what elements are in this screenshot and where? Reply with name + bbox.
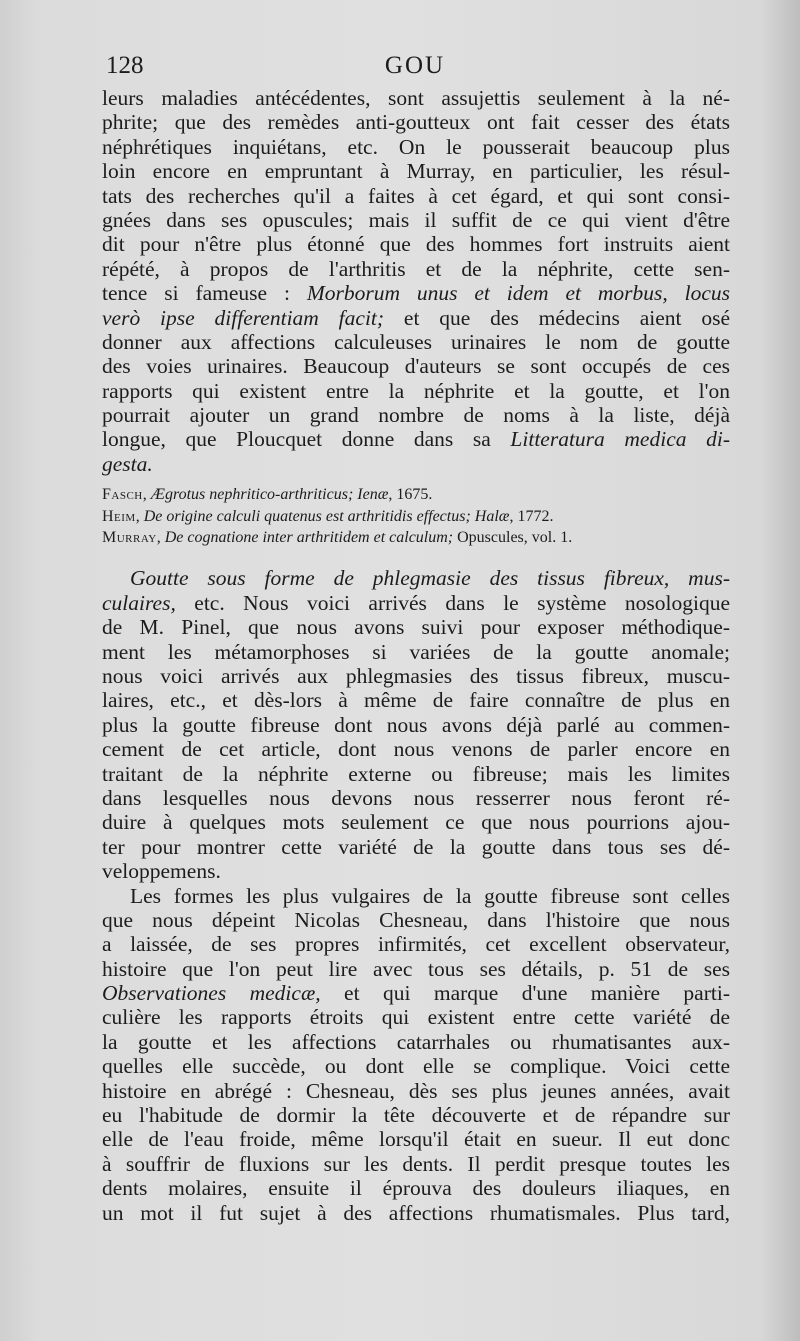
- reference-author: Murray: [102, 529, 157, 547]
- text-line: [102, 981, 730, 1005]
- text-line: histoire que l'on peut lire avec tous ses détails, p. 51 de ses: [102, 956, 730, 981]
- text-line: tats des recherches qu'il a faites à cet égard, et qui sont consi-: [102, 183, 730, 208]
- text-line: gnées dans ses opuscules; mais il suffit de ce qui vient d'être: [102, 207, 730, 232]
- text-line: quelles elle succède, ou dont elle se complique. Voici cette: [102, 1054, 730, 1079]
- reference-entry: Murray, De cognatione inter arthritidem et calculum; Opuscules, vol. 1.: [102, 529, 573, 547]
- text-line: dit pour n'être plus étonné que des hommes fort instruits aient: [102, 232, 730, 257]
- text-line: leurs maladies antécédentes, sont assujettis seulement à la né-: [102, 86, 730, 110]
- paragraph-chesneau: [102, 884, 730, 1225]
- text-line: répété, à propos de l'arthritis et de la néphrite, cette sen-: [102, 256, 730, 281]
- latin-quote: Morborum unus et idem et morbus, locus: [306, 281, 730, 306]
- reference-author: Heim: [102, 507, 136, 525]
- text-line: loin encore en empruntant à Murray, en particulier, les résul-: [102, 159, 730, 184]
- text-line: [102, 591, 730, 615]
- text-line: des voies urinaires. Beaucoup d'auteurs se sont occupés de ces: [102, 354, 730, 379]
- text-line: donner aux affections calculeuses urinaires le nom de goutte: [102, 329, 730, 354]
- reference-details: , 1772.: [509, 507, 554, 525]
- text-line: à souffrir de fluxions sur les dents. Il perdit presque toutes les: [102, 1151, 730, 1176]
- latin-quote: verò ipse differentiam facit;: [102, 305, 385, 330]
- book-title: gesta.: [102, 451, 153, 476]
- reference-entry: Heim, De origine calculi quatenus est arthritidis effectus; Halæ, 1772.: [102, 507, 554, 525]
- text-line: dans lesquelles nous devons nous resserrer nous feront ré-: [102, 785, 730, 810]
- reference-title: De origine calculi quatenus est arthritidis effectus; Halæ: [143, 507, 510, 525]
- paragraph-fibrous-phlegmasia: [102, 566, 730, 883]
- text-line: histoire en abrégé : Chesneau, dès ses plus jeunes années, avait: [102, 1078, 730, 1103]
- text-line: [102, 427, 730, 451]
- text-line: veloppemens.: [102, 859, 221, 884]
- text-line: [102, 452, 730, 476]
- reference-title: Ægrotus nephritico-arthriticus; Ienæ: [150, 486, 389, 504]
- book-title: Litteratura medica di-: [510, 427, 730, 452]
- text-segment: et que des médecins aient osé: [384, 305, 730, 330]
- bibliography: [102, 484, 730, 548]
- text-line: nous voici arrivés aux phlegmasies des tissus fibreux, muscu-: [102, 663, 730, 688]
- text-line: [102, 281, 730, 305]
- text-segment: etc. Nous voici arrivés dans le système nosologique: [175, 590, 730, 615]
- text-line: duire à quelques mots seulement ce que nous pourrions ajou-: [102, 810, 730, 835]
- text-line: [102, 306, 730, 330]
- text-segment: tence si fameuse :: [102, 281, 307, 306]
- text-line: phrite; que des remèdes anti-goutteux ont fait cesser des états: [102, 110, 730, 135]
- text-line: de M. Pinel, que nous avons suivi pour exposer méthodique-: [102, 615, 730, 640]
- reference-author: Fasch: [102, 486, 143, 504]
- text-segment: et qui marque d'une manière parti-: [320, 981, 730, 1006]
- text-line: dents molaires, ensuite il éprouva des douleurs iliaques, en: [102, 1176, 730, 1201]
- reference-details: , 1675.: [388, 486, 433, 504]
- text-line: plus la goutte fibreuse dont nous avons déjà parlé au commen-: [102, 712, 730, 737]
- book-title: Observationes medicæ,: [102, 981, 321, 1006]
- text-line: pourrait ajouter un grand nombre de noms à la liste, déjà: [102, 403, 730, 428]
- text-line: néphrétiques inquiétans, etc. On le pousserait beaucoup plus: [102, 134, 730, 159]
- paragraph-nephritis: [102, 86, 730, 476]
- reference-title: De cognatione inter arthritidem et calculum;: [164, 529, 454, 547]
- page-header: [100, 52, 730, 84]
- text-line: a laissée, de ses propres infirmités, cet excellent observateur,: [102, 932, 730, 957]
- text-line: Les formes les plus vulgaires de la goutte fibreuse sont celles: [130, 883, 730, 908]
- text-segment: longue, que Ploucquet donne dans sa: [102, 427, 511, 452]
- page-number: 128: [106, 52, 144, 79]
- text-line: elle de l'eau froide, même lorsqu'il était en sueur. Il eut donc: [102, 1127, 730, 1152]
- section-heading: Goutte sous forme de phlegmasie des tissus fibreux, mus-: [130, 566, 730, 591]
- text-line: rapports qui existent entre la néphrite et la goutte, et l'on: [102, 378, 730, 403]
- text-line: ment les métamorphoses si variées de la goutte anomale;: [102, 639, 730, 664]
- reference-details: Opuscules, vol. 1.: [453, 529, 573, 547]
- text-line: laires, etc., et dès-lors à même de faire connaître de plus en: [102, 688, 730, 713]
- section-gap: [102, 548, 730, 566]
- text-line: la goutte et les affections catarrhales ou rhumatisantes aux-: [102, 1029, 730, 1054]
- text-line: que nous dépeint Nicolas Chesneau, dans l'histoire que nous: [102, 907, 730, 932]
- text-line: un mot il fut sujet à des affections rhumatismales. Plus tard,: [102, 1200, 730, 1225]
- section-heading-line: [102, 566, 730, 590]
- running-head: GOU: [384, 52, 446, 79]
- text-line: ter pour montrer cette variété de la goutte dans tous ses dé-: [102, 834, 730, 859]
- text-line: eu l'habitude de dormir la tête découverte et de répandre sur: [102, 1103, 730, 1128]
- text-line: traitant de la néphrite externe ou fibreuse; mais les limites: [102, 761, 730, 786]
- text-line: cement de cet article, dont nous venons de parler encore en: [102, 737, 730, 762]
- text-line: culière les rapports étroits qui existent entre cette variété de: [102, 1005, 730, 1030]
- body-text: [102, 86, 730, 1225]
- reference-entry: Fasch, Ægrotus nephritico-arthriticus; Ienæ, 1675.: [102, 486, 433, 504]
- section-heading: culaires,: [102, 590, 176, 615]
